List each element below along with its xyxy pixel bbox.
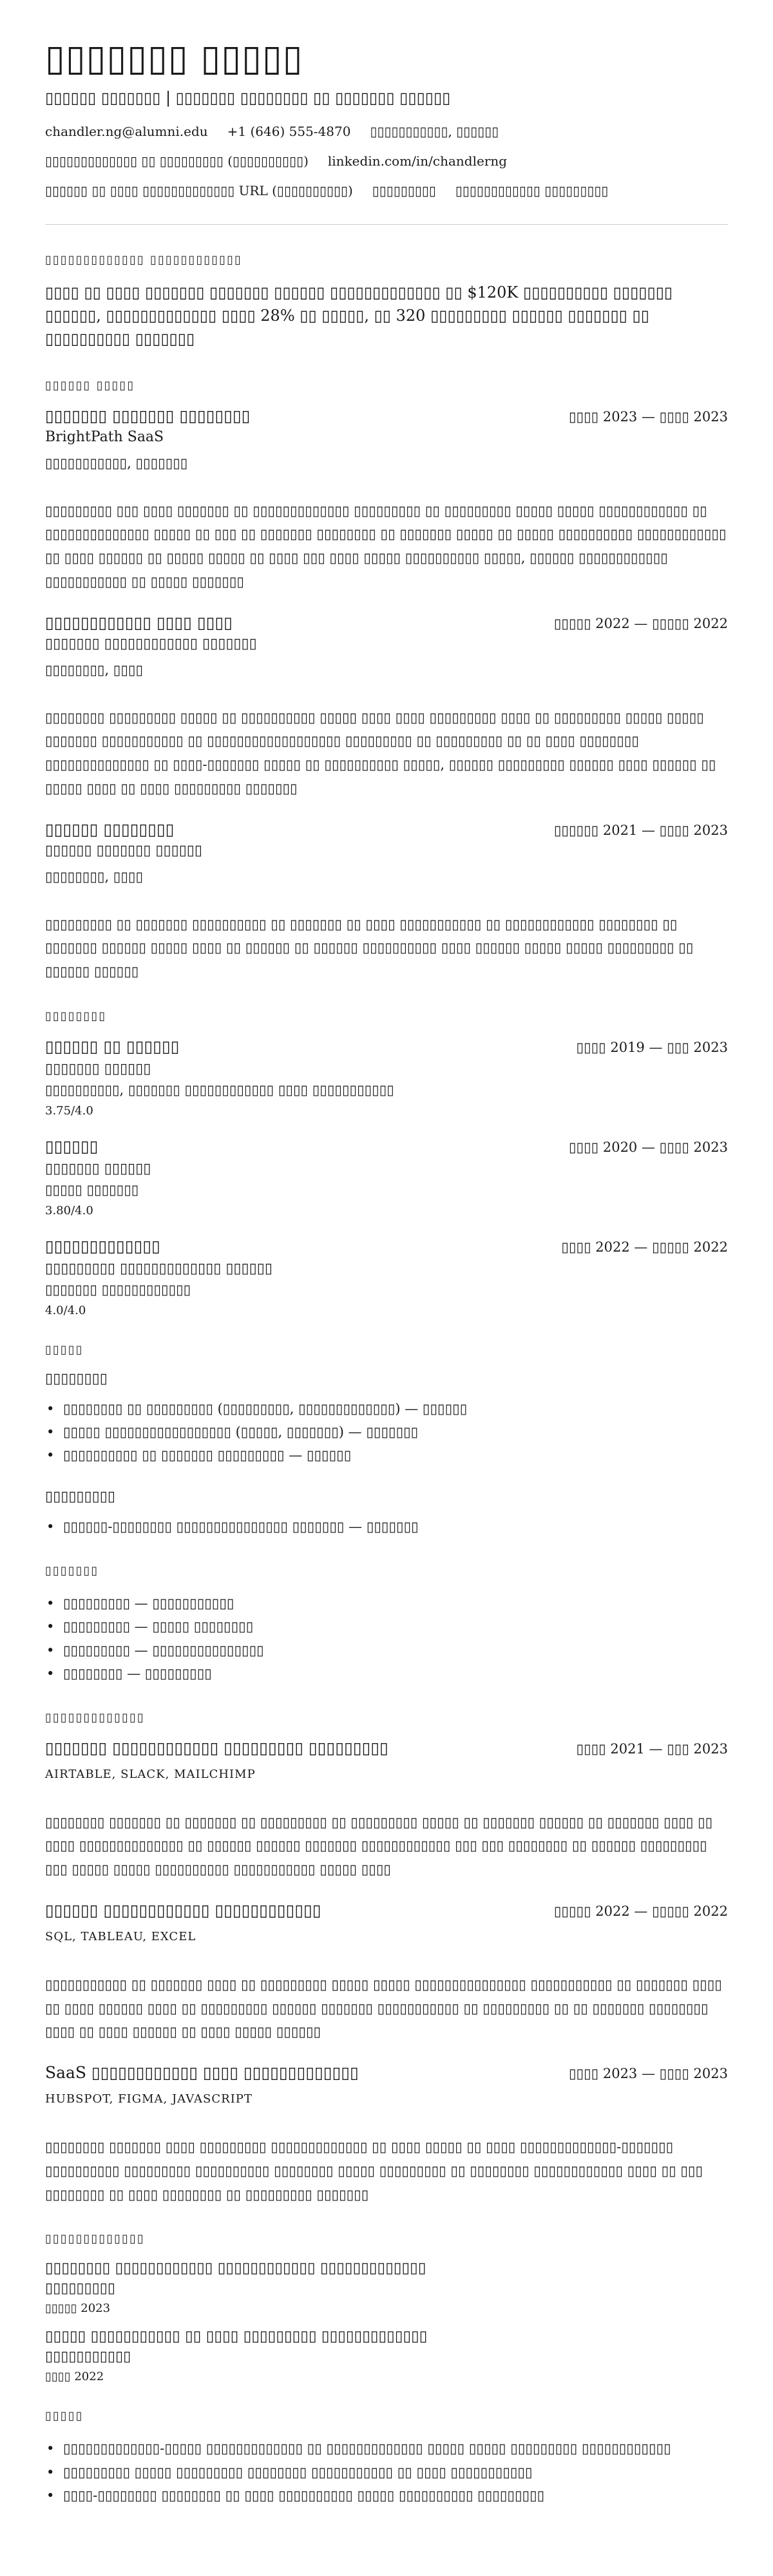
experience-entry [45, 820, 728, 984]
skill-item: • ▯▯▯▯▯▯▯▯ ▯▯ ▯▯▯▯▯▯▯▯▯ (▯▯▯▯▯▯▯▯▯, ▯▯▯▯▯▯▯▯▯▯▯▯▯) — ▯▯▯▯▯▯ [45, 1397, 728, 1420]
extra-item: • ▯▯▯▯▯▯▯▯▯ ▯▯▯▯▯ ▯▯▯▯▯▯▯▯▯ ▯▯▯▯▯▯▯▯ ▯▯▯▯▯▯▯▯▯▯▯ ▯▯ ▯▯▯▯ ▯▯▯▯▯▯▯▯▯▯▯ [45, 2461, 728, 2484]
extra-title: ▯▯▯▯▯ [45, 2409, 84, 2423]
language-item: • ▯▯▯▯▯▯▯▯▯ — ▯▯▯▯▯▯▯▯▯▯▯ [45, 1592, 728, 1615]
company-name: BrightPath SaaS [45, 428, 164, 445]
project-name: ▯▯▯▯▯▯▯ ▯▯▯▯▯▯▯▯▯▯▯▯ ▯▯▯▯▯▯▯▯▯ ▯▯▯▯▯▯▯▯▯ [45, 1738, 388, 1757]
job-dates: ▯▯▯▯▯ 2022 — ▯▯▯▯▯ 2022 [553, 615, 728, 631]
experience-section [45, 379, 728, 984]
project-name: ▯▯▯▯▯▯ ▯▯▯▯▯▯▯▯▯▯▯▯ ▯▯▯▯▯▯▯▯▯▯▯▯ [45, 1900, 321, 1920]
project-tech: HUBSPOT, FIGMA, JAVASCRIPT [45, 2092, 253, 2106]
summary-title: ▯▯▯▯▯▯▯▯▯▯▯▯▯ ▯▯▯▯▯▯▯▯▯▯▯▯ [45, 253, 242, 267]
job-dates: ▯▯▯▯▯▯ 2021 — ▯▯▯▯ 2023 [553, 822, 728, 838]
company-name: ▯▯▯▯▯▯▯ ▯▯▯▯▯▯▯▯▯▯▯▯ ▯▯▯▯▯▯▯ [45, 635, 257, 652]
project-entry [45, 1739, 728, 1882]
project-tech: SQL, TABLEAU, EXCEL [45, 1929, 196, 1943]
gpa: 3.80/4.0 [45, 1203, 93, 1217]
extra-section [45, 2409, 728, 2506]
experience-entry [45, 613, 728, 801]
job-dates: ▯▯▯▯ 2023 — ▯▯▯▯ 2023 [568, 408, 728, 425]
award-date: ▯▯▯▯ 2022 [45, 2370, 104, 2384]
job-description: ▯▯▯▯▯▯▯▯▯ ▯▯ ▯▯▯▯▯▯▯ ▯▯▯▯▯▯▯▯▯▯ ▯▯ ▯▯▯▯▯▯▯ ▯▯ ▯▯▯▯ ▯▯▯▯▯▯▯▯▯▯▯ ▯▯ ▯▯▯▯▯▯▯▯▯▯▯▯ ▯▯▯▯▯▯▯▯ ▯▯ ▯▯▯▯▯▯▯ ▯▯▯▯▯▯ ▯▯▯▯▯ ▯▯▯▯ ▯▯ ▯▯▯▯▯▯ ▯▯ ▯▯▯▯▯▯ ▯▯▯▯▯▯▯▯▯▯ ▯▯▯▯ ▯▯▯▯▯▯ ▯▯▯▯▯ ▯▯▯▯▯ ▯▯▯▯▯▯▯▯▯ ▯▯ ▯▯▯▯▯▯ ▯▯▯▯▯▯ [45, 916, 694, 980]
job-location: ▯▯▯▯▯▯▯▯, ▯▯▯▯ [45, 662, 144, 678]
job-location: ▯▯▯▯▯▯▯▯, ▯▯▯▯ [45, 868, 144, 884]
language-item: • ▯▯▯▯▯▯▯▯▯ — ▯▯▯▯▯ ▯▯▯▯▯▯▯▯ [45, 1615, 728, 1638]
email-link[interactable]: chandler.ng@alumni.edu [45, 123, 208, 139]
skills-group-heading: ▯▯▯▯▯▯▯▯ [45, 1370, 108, 1387]
summary-section [45, 253, 728, 350]
education-detail: ▯▯▯▯▯ ▯▯▯▯▯▯▯ [45, 1181, 139, 1197]
school-name: ▯▯▯▯▯▯▯▯▯ ▯▯▯▯▯▯▯▯▯▯▯▯▯ ▯▯▯▯▯▯ [45, 1260, 272, 1277]
contact-row-1 [45, 124, 728, 139]
language-item: • ▯▯▯▯▯▯▯▯ — ▯▯▯▯▯▯▯▯▯ [45, 1662, 728, 1685]
languages-list [45, 1592, 728, 1684]
project-name: SaaS ▯▯▯▯▯▯▯▯▯▯▯▯ ▯▯▯▯ ▯▯▯▯▯▯▯▯▯▯▯▯▯ [45, 2063, 359, 2083]
award-issuer: ▯▯▯▯▯▯▯▯▯▯▯ [45, 2349, 131, 2365]
education-detail: ▯▯▯▯▯▯▯▯▯▯, ▯▯▯▯▯▯▯ ▯▯▯▯▯▯▯▯▯▯▯▯ ▯▯▯▯ ▯▯▯▯▯▯▯▯▯▯▯ [45, 1082, 394, 1098]
skills-list [45, 1397, 728, 1467]
project-entry [45, 1901, 728, 2044]
languages-title: ▯▯▯▯▯▯▯ [45, 1564, 99, 1578]
education-dates: ▯▯▯▯ 2020 — ▯▯▯▯ 2023 [568, 1139, 728, 1155]
header-divider [45, 224, 728, 225]
projects-section [45, 1711, 728, 2207]
award-issuer: ▯▯▯▯▯▯▯▯▯ [45, 2280, 115, 2297]
degree-name: ▯▯▯▯▯▯▯▯▯▯▯▯▯ [45, 1236, 160, 1255]
languages-section [45, 1564, 728, 1684]
portfolio-url[interactable]: ▯▯▯▯▯▯ ▯▯ ▯▯▯▯ ▯▯▯▯▯▯▯▯▯▯▯▯▯ URL (▯▯▯▯▯▯▯▯▯▯) [45, 182, 353, 198]
job-description: ▯▯▯▯▯▯▯▯ ▯▯▯▯▯▯▯▯▯ ▯▯▯▯▯ ▯▯ ▯▯▯▯▯▯▯▯▯▯ ▯▯▯▯▯ ▯▯▯▯ ▯▯▯▯ ▯▯▯▯▯▯▯▯▯ ▯▯▯▯ ▯▯ ▯▯▯▯▯▯▯▯▯ ▯▯▯▯▯ ▯▯▯▯▯ ▯▯▯▯▯▯▯ ▯▯▯▯▯▯▯▯▯▯▯ ▯▯ ▯▯▯▯▯▯▯▯▯▯▯▯▯▯▯▯▯▯ ▯▯▯▯▯▯▯▯▯ ▯▯ ▯▯▯▯▯▯▯▯▯ ▯▯ ▯▯ ▯▯▯▯ ▯▯▯▯▯▯▯▯ ▯▯▯▯▯▯▯▯▯▯▯▯▯▯ ▯▯ ▯▯▯▯-▯▯▯▯▯▯▯ ▯▯▯▯▯ ▯▯ ▯▯▯▯▯▯▯▯▯▯ ▯▯▯▯▯, ▯▯▯▯▯▯ ▯▯▯▯▯▯▯▯▯ ▯▯▯▯▯▯ ▯▯▯▯ ▯▯▯▯▯▯ ▯▯ ▯▯▯▯▯ ▯▯▯▯ ▯▯ ▯▯▯▯ ▯▯▯▯▯▯▯▯▯ ▯▯▯▯▯▯▯ [45, 709, 716, 796]
extra-item: • ▯▯▯▯-▯▯▯▯▯▯▯▯ ▯▯▯▯▯▯▯▯ ▯▯ ▯▯▯▯ ▯▯▯▯▯▯▯▯▯▯ ▯▯▯▯▯ ▯▯▯▯▯▯▯▯▯▯ ▯▯▯▯▯▯▯▯▯ [45, 2484, 728, 2507]
project-description: ▯▯▯▯▯▯▯▯ ▯▯▯▯▯▯▯ ▯▯▯▯ ▯▯▯▯▯▯▯▯▯ ▯▯▯▯▯▯▯▯▯▯▯▯▯ ▯▯ ▯▯▯▯ ▯▯▯▯▯ ▯▯ ▯▯▯▯ ▯▯▯▯▯▯▯▯▯▯▯▯▯-▯▯▯▯▯▯▯ ▯▯▯▯▯▯▯▯▯▯ ▯▯▯▯▯▯▯▯▯ ▯▯▯▯▯▯▯▯▯▯ ▯▯▯▯▯▯▯▯ ▯▯▯▯▯ ▯▯▯▯▯▯▯▯▯ ▯▯ ▯▯▯▯▯▯▯▯ ▯▯▯▯▯▯▯▯▯▯▯▯ ▯▯▯▯ ▯▯ ▯▯▯ ▯▯▯▯▯▯▯▯ ▯▯ ▯▯▯▯ ▯▯▯▯▯▯▯▯ ▯▯ ▯▯▯▯▯▯▯▯▯ ▯▯▯▯▯▯▯ [45, 2139, 703, 2202]
project-tech: AIRTABLE, SLACK, MAILCHIMP [45, 1767, 256, 1781]
contact-extra-2: ▯▯▯▯▯▯▯▯▯▯▯▯ ▯▯▯▯▯▯▯▯▯ [455, 182, 609, 198]
skill-item: • ▯▯▯▯▯ ▯▯▯▯▯▯▯▯▯▯▯▯▯▯▯▯▯ (▯▯▯▯▯, ▯▯▯▯▯▯▯) — ▯▯▯▯▯▯▯ [45, 1420, 728, 1444]
degree-name: ▯▯▯▯▯▯ ▯▯ ▯▯▯▯▯▯ [45, 1036, 180, 1056]
extra-item: • ▯▯▯▯▯▯▯▯▯▯▯▯▯-▯▯▯▯▯ ▯▯▯▯▯▯▯▯▯▯▯▯▯ ▯▯ ▯▯▯▯▯▯▯▯▯▯▯▯▯ ▯▯▯▯▯ ▯▯▯▯▯ ▯▯▯▯▯▯▯▯▯ ▯▯▯▯▯▯▯▯▯▯▯▯ [45, 2437, 728, 2460]
resume-header [45, 39, 728, 198]
skills-section [45, 1343, 728, 1538]
education-detail: ▯▯▯▯▯▯▯ ▯▯▯▯▯▯▯▯▯▯▯▯ [45, 1281, 191, 1297]
gpa: 4.0/4.0 [45, 1303, 86, 1317]
job-title: ▯▯▯▯▯▯▯ ▯▯▯▯▯▯▯ ▯▯▯▯▯▯▯▯ [45, 406, 251, 425]
job-title: ▯▯▯▯▯▯ ▯▯▯▯▯▯▯▯ [45, 819, 175, 839]
projects-title: ▯▯▯▯▯▯▯▯▯▯▯▯▯ [45, 1710, 145, 1724]
summary-text: ▯▯▯▯ ▯▯ ▯▯▯▯ ▯▯▯▯▯▯▯ ▯▯▯▯▯▯▯ ▯▯▯▯▯▯ ▯▯▯▯▯▯▯▯▯▯▯▯▯ ▯▯ $120K ▯▯▯▯▯▯▯▯▯▯ ▯▯▯▯▯▯▯ ▯▯▯▯▯▯, ▯▯▯▯▯▯▯▯▯▯▯▯▯ ▯▯▯▯ 28% ▯▯ ▯▯▯▯▯, ▯▯ 320 ▯▯▯▯▯▯▯▯▯ ▯▯▯▯▯▯ ▯▯▯▯▯▯▯ ▯▯ ▯▯▯▯▯▯▯▯▯▯ ▯▯▯▯▯▯▯ [45, 283, 673, 348]
education-section [45, 1009, 728, 1317]
contact-row-2 [45, 153, 728, 169]
awards-section [45, 2232, 728, 2383]
experience-title: ▯▯▯▯▯▯ ▯▯▯▯▯ [45, 378, 135, 392]
project-dates: ▯▯▯▯ 2021 — ▯▯▯ 2023 [576, 1741, 728, 1757]
language-item: • ▯▯▯▯▯▯▯▯▯ — ▯▯▯▯▯▯▯▯▯▯▯▯▯▯▯ [45, 1639, 728, 1662]
degree-name: ▯▯▯▯▯▯ [45, 1136, 99, 1156]
award-name: ▯▯▯▯▯ ▯▯▯▯▯▯▯▯▯▯▯ ▯▯ ▯▯▯▯ ▯▯▯▯▯▯▯▯▯ ▯▯▯▯▯▯▯▯▯▯▯▯▯ [45, 2328, 428, 2345]
skill-item: • ▯▯▯▯▯▯▯▯▯▯ ▯▯ ▯▯▯▯▯▯▯ ▯▯▯▯▯▯▯▯▯ — ▯▯▯▯▯▯ [45, 1444, 728, 1467]
education-dates: ▯▯▯▯ 2019 — ▯▯▯ 2023 [576, 1039, 728, 1055]
project-dates: ▯▯▯▯▯ 2022 — ▯▯▯▯▯ 2022 [553, 1903, 728, 1919]
linkedin-link[interactable]: linkedin.com/in/chandlerng [327, 153, 508, 169]
education-title: ▯▯▯▯▯▯▯▯ [45, 1009, 107, 1023]
awards-title: ▯▯▯▯▯▯▯▯▯▯▯▯▯ [45, 2232, 145, 2246]
phone-number: +1 (646) 555-4870 [227, 123, 351, 139]
contact-row-3 [45, 183, 728, 198]
contact-extra-1: ▯▯▯▯▯▯▯▯▯ [372, 182, 436, 198]
education-entry [45, 1137, 728, 1217]
job-description: ▯▯▯▯▯▯▯▯▯ ▯▯▯ ▯▯▯▯ ▯▯▯▯▯▯▯ ▯▯ ▯▯▯▯▯▯▯▯▯▯▯▯▯ ▯▯▯▯▯▯▯▯▯ ▯▯ ▯▯▯▯▯▯▯▯▯ ▯▯▯▯▯ ▯▯▯▯▯ ▯▯▯▯▯▯▯▯▯▯▯▯ ▯▯ ▯▯▯▯▯▯▯▯▯▯▯▯▯▯ ▯▯▯▯▯ ▯▯ ▯▯▯ ▯▯ ▯▯▯▯▯▯▯ ▯▯▯▯▯▯▯▯ ▯▯ ▯▯▯▯▯▯▯ ▯▯▯▯▯ ▯▯ ▯▯▯▯▯ ▯▯▯▯▯▯▯▯▯▯ ▯▯▯▯▯▯▯▯▯▯▯▯ ▯▯ ▯▯▯▯ ▯▯▯▯▯▯ ▯▯ ▯▯▯▯▯ ▯▯▯▯▯ ▯▯ ▯▯▯▯ ▯▯▯ ▯▯▯▯ ▯▯▯▯▯ ▯▯▯▯▯▯▯▯▯▯ ▯▯▯▯▯, ▯▯▯▯▯▯ ▯▯▯▯▯▯▯▯▯▯▯▯ ▯▯▯▯▯▯▯▯▯▯▯ ▯▯ ▯▯▯▯▯ ▯▯▯▯▯▯▯ [45, 502, 727, 589]
skills-list [45, 1515, 728, 1538]
skill-item: • ▯▯▯▯▯▯-▯▯▯▯▯▯▯▯ ▯▯▯▯▯▯▯▯▯▯▯▯▯▯▯ ▯▯▯▯▯▯▯ — ▯▯▯▯▯▯▯ [45, 1515, 728, 1538]
work-authorization: ▯▯▯▯▯▯▯▯▯▯▯▯▯ ▯▯ ▯▯▯▯▯▯▯▯▯ (▯▯▯▯▯▯▯▯▯▯) [45, 153, 309, 169]
award-date: ▯▯▯▯▯ 2023 [45, 2302, 111, 2316]
skills-title: ▯▯▯▯▯ [45, 1342, 84, 1357]
job-title: ▯▯▯▯▯▯▯▯▯▯▯▯ ▯▯▯▯ ▯▯▯▯ [45, 613, 233, 632]
candidate-name: ▯▯▯▯▯▯▯ ▯▯▯▯▯ [45, 37, 303, 79]
skills-group-heading: ▯▯▯▯▯▯▯▯▯ [45, 1489, 115, 1505]
gpa: 3.75/4.0 [45, 1103, 93, 1118]
location: ▯▯▯▯▯▯▯▯▯▯▯, ▯▯▯▯▯▯ [370, 123, 499, 139]
award-entry [45, 2328, 728, 2383]
education-entry [45, 1037, 728, 1118]
school-name: ▯▯▯▯▯▯▯ ▯▯▯▯▯▯ [45, 1060, 151, 1077]
project-entry [45, 2063, 728, 2206]
award-name: ▯▯▯▯▯▯▯▯ ▯▯▯▯▯▯▯▯▯▯▯▯ ▯▯▯▯▯▯▯▯▯▯▯▯ ▯▯▯▯▯▯▯▯▯▯▯▯▯ [45, 2260, 426, 2277]
headline: ▯▯▯▯▯▯ ▯▯▯▯▯▯▯ | ▯▯▯▯▯▯▯ ▯▯▯▯▯▯▯▯ ▯▯ ▯▯▯▯▯▯▯ ▯▯▯▯▯▯ [45, 88, 451, 107]
job-location: ▯▯▯▯▯▯▯▯▯▯▯, ▯▯▯▯▯▯▯ [45, 455, 188, 471]
project-dates: ▯▯▯▯ 2023 — ▯▯▯▯ 2023 [568, 2066, 728, 2082]
company-name: ▯▯▯▯▯▯ ▯▯▯▯▯▯▯ ▯▯▯▯▯▯ [45, 842, 203, 859]
experience-entry [45, 406, 728, 594]
school-name: ▯▯▯▯▯▯▯ ▯▯▯▯▯▯ [45, 1160, 151, 1177]
education-dates: ▯▯▯▯ 2022 — ▯▯▯▯▯ 2022 [561, 1239, 728, 1255]
education-entry [45, 1237, 728, 1317]
award-entry [45, 2260, 728, 2315]
extra-list [45, 2437, 728, 2506]
project-description: ▯▯▯▯▯▯▯▯▯▯▯ ▯▯ ▯▯▯▯▯▯▯ ▯▯▯▯ ▯▯ ▯▯▯▯▯▯▯▯▯ ▯▯▯▯▯ ▯▯▯▯▯ ▯▯▯▯▯▯▯▯▯▯▯▯▯▯▯ ▯▯▯▯▯▯▯▯▯▯▯ ▯▯ ▯▯▯▯▯▯▯ ▯▯▯▯ ▯▯ ▯▯▯▯ ▯▯▯▯▯▯ ▯▯▯▯ ▯▯ ▯▯▯▯▯▯▯▯▯ ▯▯▯▯▯▯ ▯▯▯▯▯▯▯ ▯▯▯▯▯▯▯▯▯▯▯ ▯▯ ▯▯▯▯▯▯▯▯▯ ▯▯ ▯▯ ▯▯▯▯▯▯▯ ▯▯▯▯▯▯▯▯ ▯▯▯▯ ▯▯ ▯▯▯▯ ▯▯▯▯▯▯ ▯▯ ▯▯▯▯ ▯▯▯▯▯ ▯▯▯▯▯▯ [45, 1976, 722, 2040]
project-description: ▯▯▯▯▯▯▯▯ ▯▯▯▯▯▯▯ ▯▯ ▯▯▯▯▯▯▯ ▯▯ ▯▯▯▯▯▯▯▯▯ ▯▯ ▯▯▯▯▯▯▯▯▯ ▯▯▯▯▯ ▯▯ ▯▯▯▯▯▯▯ ▯▯▯▯▯▯ ▯▯ ▯▯▯▯▯▯▯ ▯▯▯▯ ▯▯ ▯▯▯▯ ▯▯▯▯▯▯▯▯▯▯▯▯▯▯ ▯▯ ▯▯▯▯▯▯ ▯▯▯▯▯▯ ▯▯▯▯▯▯▯ ▯▯▯▯▯▯▯▯▯▯▯▯ ▯▯▯ ▯▯▯ ▯▯▯▯▯▯▯▯ ▯▯ ▯▯▯▯▯▯ ▯▯▯▯▯▯▯▯▯ ▯▯▯ ▯▯▯▯▯ ▯▯▯▯▯ ▯▯▯▯▯▯▯▯▯▯ ▯▯▯▯▯▯▯▯▯▯▯ ▯▯▯▯▯ ▯▯▯▯ [45, 1814, 713, 1878]
